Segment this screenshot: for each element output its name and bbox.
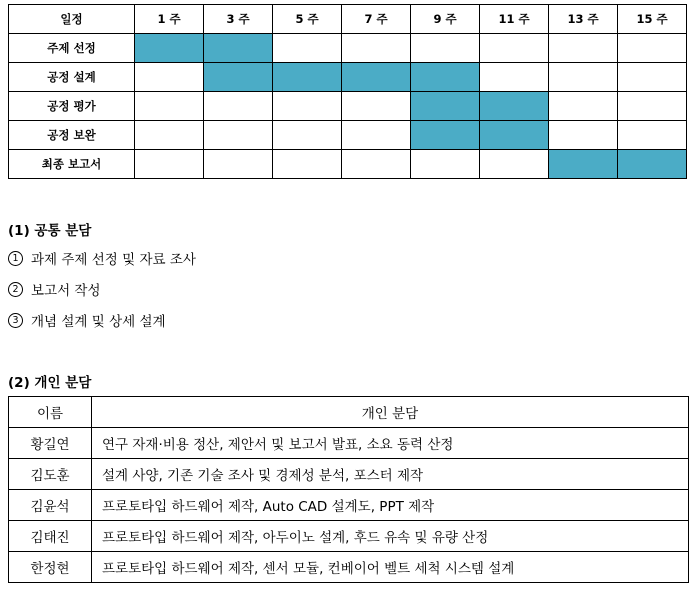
item-number: 3 (8, 313, 23, 328)
schedule-empty-cell (480, 150, 549, 179)
schedule-header-row (9, 5, 687, 34)
week-header: 13 주 (549, 5, 618, 34)
member-name: 김도훈 (9, 459, 92, 490)
schedule-empty-cell (342, 121, 411, 150)
table-row (9, 552, 689, 583)
week-header: 11 주 (480, 5, 549, 34)
schedule-bar-cell (135, 34, 204, 63)
item-number: 2 (8, 282, 23, 297)
member-task: 프로토타입 하드웨어 제작, Auto CAD 설계도, PPT 제작 (92, 490, 689, 521)
member-name: 김태진 (9, 521, 92, 552)
schedule-empty-cell (342, 34, 411, 63)
item-text: 개념 설계 및 상세 설계 (31, 314, 166, 330)
schedule-empty-cell (411, 34, 480, 63)
schedule-empty-cell (549, 63, 618, 92)
item-number: 1 (8, 251, 23, 266)
schedule-empty-cell (342, 150, 411, 179)
schedule-bar-cell (480, 92, 549, 121)
schedule-row (9, 92, 687, 121)
schedule-header-label: 일정 (9, 5, 135, 34)
individual-section-title: (2) 개인 분담 (8, 375, 92, 391)
week-header: 7 주 (342, 5, 411, 34)
schedule-bar-cell (273, 63, 342, 92)
schedule-empty-cell (618, 34, 687, 63)
schedule-empty-cell (618, 92, 687, 121)
schedule-table (8, 4, 687, 179)
schedule-empty-cell (273, 150, 342, 179)
name-column-header: 이름 (9, 397, 92, 428)
schedule-empty-cell (273, 92, 342, 121)
schedule-empty-cell (549, 92, 618, 121)
common-task-list (8, 248, 196, 341)
table-row (9, 521, 689, 552)
common-section-title: (1) 공통 분담 (8, 223, 92, 239)
roles-header-row (9, 397, 689, 428)
schedule-row (9, 63, 687, 92)
schedule-empty-cell (480, 63, 549, 92)
schedule-empty-cell (480, 34, 549, 63)
schedule-bar-cell (549, 150, 618, 179)
schedule-empty-cell (135, 92, 204, 121)
week-header: 3 주 (204, 5, 273, 34)
table-row (9, 428, 689, 459)
schedule-bar-cell (342, 63, 411, 92)
schedule-empty-cell (135, 121, 204, 150)
week-header: 9 주 (411, 5, 480, 34)
schedule-row (9, 121, 687, 150)
member-name: 김윤석 (9, 490, 92, 521)
schedule-empty-cell (204, 92, 273, 121)
schedule-bar-cell (411, 121, 480, 150)
schedule-row-label: 공정 평가 (9, 92, 135, 121)
schedule-empty-cell (411, 150, 480, 179)
list-item (8, 279, 196, 310)
member-task: 설계 사양, 기존 기술 조사 및 경제성 분석, 포스터 제작 (92, 459, 689, 490)
schedule-empty-cell (135, 150, 204, 179)
table-row (9, 459, 689, 490)
member-name: 한정현 (9, 552, 92, 583)
schedule-empty-cell (204, 121, 273, 150)
member-name: 황길연 (9, 428, 92, 459)
schedule-bar-cell (411, 92, 480, 121)
schedule-empty-cell (618, 63, 687, 92)
schedule-bar-cell (411, 63, 480, 92)
week-header: 1 주 (135, 5, 204, 34)
schedule-empty-cell (204, 150, 273, 179)
schedule-bar-cell (480, 121, 549, 150)
member-task: 프로토타입 하드웨어 제작, 아두이노 설계, 후드 유속 및 유량 산정 (92, 521, 689, 552)
schedule-empty-cell (618, 121, 687, 150)
list-item (8, 248, 196, 279)
week-header: 5 주 (273, 5, 342, 34)
individual-roles-table (8, 396, 689, 583)
schedule-row (9, 150, 687, 179)
schedule-empty-cell (273, 121, 342, 150)
schedule-row-label: 공정 보완 (9, 121, 135, 150)
schedule-bar-cell (204, 63, 273, 92)
item-text: 과제 주제 선정 및 자료 조사 (31, 252, 196, 268)
member-task: 연구 자재·비용 정산, 제안서 및 보고서 발표, 소요 동력 산정 (92, 428, 689, 459)
schedule-row-label: 공정 설계 (9, 63, 135, 92)
member-task: 프로토타입 하드웨어 제작, 센서 모듈, 컨베이어 벨트 세척 시스템 설계 (92, 552, 689, 583)
schedule-empty-cell (549, 34, 618, 63)
item-text: 보고서 작성 (31, 283, 101, 299)
week-header: 15 주 (618, 5, 687, 34)
schedule-row-label: 최종 보고서 (9, 150, 135, 179)
schedule-empty-cell (549, 121, 618, 150)
schedule-empty-cell (342, 92, 411, 121)
schedule-bar-cell (204, 34, 273, 63)
task-column-header: 개인 분담 (92, 397, 689, 428)
list-item (8, 310, 196, 341)
schedule-empty-cell (135, 63, 204, 92)
schedule-row-label: 주제 선정 (9, 34, 135, 63)
table-row (9, 490, 689, 521)
schedule-empty-cell (273, 34, 342, 63)
schedule-bar-cell (618, 150, 687, 179)
schedule-row (9, 34, 687, 63)
